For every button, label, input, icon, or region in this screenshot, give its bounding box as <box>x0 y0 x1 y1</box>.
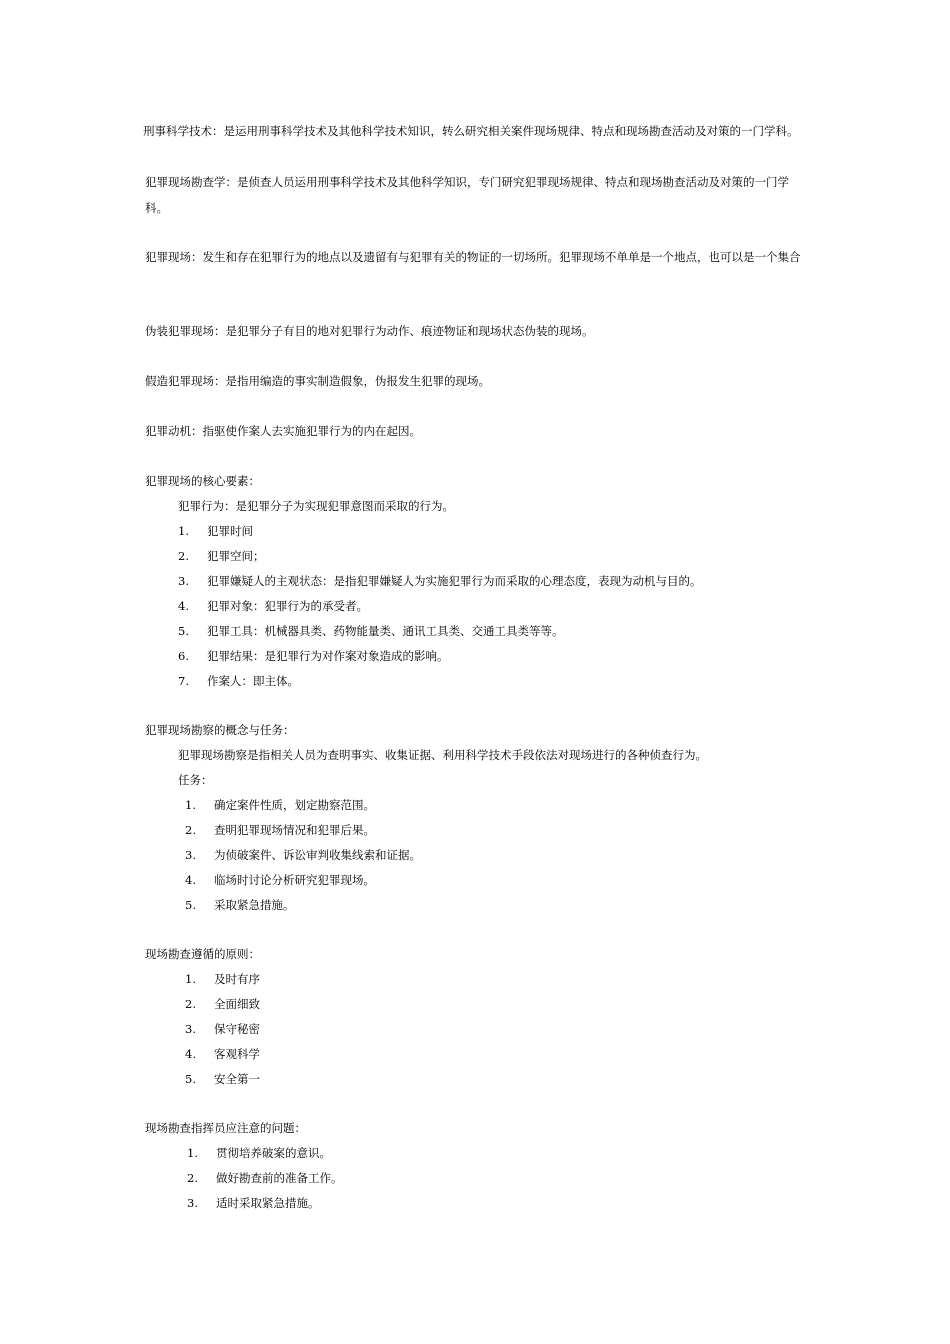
paragraph-crime-motive: 犯罪动机：指驱使作案人去实施犯罪行为的内在起因。 <box>145 424 421 438</box>
list-item: 犯罪结果：是犯罪行为对作案对象造成的影响。 <box>207 649 449 663</box>
list-item: 贯彻培养破案的意识。 <box>216 1146 331 1160</box>
list-item: 犯罪空间； <box>207 549 265 563</box>
list-item-number: 2. <box>187 1171 198 1185</box>
list-item: 安全第一 <box>214 1072 260 1086</box>
list-item: 犯罪工具：机械器具类、药物能量类、通讯工具类、交通工具类等等。 <box>207 624 564 638</box>
paragraph-crime-scene: 犯罪现场：发生和存在犯罪行为的地点以及遗留有与犯罪有关的物证的一切场所。犯罪现场不单单是一个地点，也可以是一个集合 <box>145 250 801 264</box>
tasks-label: 任务： <box>178 773 213 787</box>
list-item: 确定案件性质，划定勘察范围。 <box>214 798 375 812</box>
paragraph-disguised-scene: 伪装犯罪现场：是犯罪分子有目的地对犯罪行为动作、痕迹物证和现场状态伪装的现场。 <box>145 324 594 338</box>
list-item: 客观科学 <box>214 1047 260 1061</box>
list-item: 犯罪时间 <box>207 524 253 538</box>
list-item: 作案人：即主体。 <box>207 674 299 688</box>
list-item-number: 1. <box>178 524 189 538</box>
list-item: 犯罪对象：犯罪行为的承受者。 <box>207 599 368 613</box>
concept-definition: 犯罪现场勘察是指相关人员为查明事实、收集证据、利用科学技术手段依法对现场进行的各种侦查行为。 <box>178 748 707 762</box>
list-item: 适时采取紧急措施。 <box>216 1196 320 1210</box>
list-item-number: 3. <box>185 848 196 862</box>
list-item-number: 4. <box>178 599 189 613</box>
list-item-number: 2. <box>185 997 196 1011</box>
paragraph-criminal-science: 刑事科学技术：是运用刑事科学技术及其他科学技术知识，转么研究相关案件现场规律、特点和现场勘查活动及对策的一门学科。 <box>143 124 799 138</box>
list-item-number: 1. <box>185 972 196 986</box>
list-item: 临场时讨论分析研究犯罪现场。 <box>214 873 375 887</box>
list-item-number: 2. <box>178 549 189 563</box>
list-item-number: 3. <box>187 1196 198 1210</box>
section-heading-concept-tasks: 犯罪现场勘察的概念与任务： <box>145 723 295 737</box>
paragraph-crime-scene-investigation-science: 犯罪现场勘查学：是侦查人员运用刑事科学技术及其他科学知识，专门研究犯罪现场规律、特点和现场勘查活动及对策的一门学科。 <box>145 175 789 215</box>
list-item: 犯罪嫌疑人的主观状态：是指犯罪嫌疑人为实施犯罪行为而采取的心理态度，表现为动机与目的。 <box>207 574 702 588</box>
list-item-number: 1. <box>187 1146 198 1160</box>
list-item-number: 5. <box>185 1072 196 1086</box>
section-heading-commander-issues: 现场勘查指挥员应注意的问题： <box>145 1121 306 1135</box>
list-item-number: 2. <box>185 823 196 837</box>
list-item: 采取紧急措施。 <box>214 898 295 912</box>
core-elements-intro: 犯罪行为：是犯罪分子为实现犯罪意图而采取的行为。 <box>178 499 454 513</box>
paragraph-fabricated-scene: 假造犯罪现场：是指用编造的事实制造假象，伪报发生犯罪的现场。 <box>145 374 490 388</box>
list-item: 做好勘查前的准备工作。 <box>216 1171 343 1185</box>
list-item-number: 5. <box>178 624 189 638</box>
list-item: 为侦破案件、诉讼审判收集线索和证据。 <box>214 848 421 862</box>
list-item-number: 4. <box>185 873 196 887</box>
list-item-number: 7. <box>178 674 189 688</box>
list-item-number: 4. <box>185 1047 196 1061</box>
list-item-number: 5. <box>185 898 196 912</box>
list-item: 保守秘密 <box>214 1022 260 1036</box>
list-item-number: 6. <box>178 649 189 663</box>
list-item: 全面细致 <box>214 997 260 1011</box>
list-item: 查明犯罪现场情况和犯罪后果。 <box>214 823 375 837</box>
list-item: 及时有序 <box>214 972 260 986</box>
list-item-number: 1. <box>185 798 196 812</box>
list-item-number: 3. <box>185 1022 196 1036</box>
section-heading-principles: 现场勘查遵循的原则： <box>145 947 260 961</box>
section-heading-core-elements: 犯罪现场的核心要素： <box>145 474 260 488</box>
list-item-number: 3. <box>178 574 189 588</box>
